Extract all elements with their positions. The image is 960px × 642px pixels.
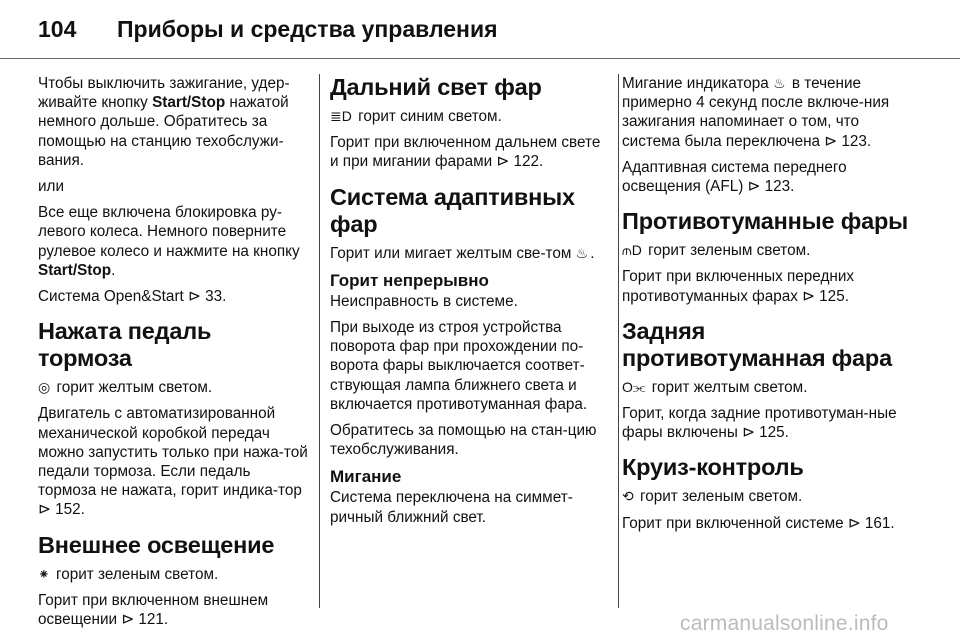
paragraph: Неисправность в системе.	[330, 292, 518, 310]
text: горит желтым светом.	[647, 378, 808, 396]
paragraph	[622, 487, 912, 506]
section-heading: Нажата педаль тормоза	[38, 318, 212, 372]
high-beam-icon: ≣D	[330, 108, 352, 124]
subsection-heading: Горит непрерывно	[330, 270, 489, 290]
text: .	[590, 244, 595, 262]
paragraph	[330, 107, 608, 126]
paragraph: Горит при включенной системе ⊳ 161.	[622, 514, 895, 532]
text: горит синим светом.	[353, 108, 502, 125]
section-heading: Дальний свет фар	[330, 74, 542, 100]
paragraph: Адаптивная система переднего освещения (AFL) ⊳ 123.	[622, 158, 847, 196]
subsection-heading: Мигание	[330, 467, 402, 487]
button-name: Start/Stop	[38, 261, 112, 279]
cruise-control-icon: ⟲	[622, 488, 634, 505]
text: Все еще включена блокировка ру-левого колеса. Немного поверните рулевое колесо и нажмите на кнопку	[38, 204, 300, 260]
brake-icon: ◎	[38, 379, 51, 396]
column-3	[622, 74, 912, 540]
paragraph	[330, 244, 608, 263]
exterior-light-icon: ⁕	[38, 565, 50, 582]
afl-icon: ♨	[773, 75, 786, 91]
page-number: 104	[38, 16, 77, 42]
paragraph: Горит при включенном внешнем освещении ⊳ 121.	[38, 591, 269, 629]
paragraph	[38, 565, 310, 584]
paragraph	[622, 241, 912, 260]
paragraph	[38, 74, 310, 170]
section-heading: Задняя противотуманная фара	[622, 317, 892, 371]
text: в течение примерно 4 секунд после включе-ния зажигания напоминает о том, что система была переключена ⊳ 123.	[622, 75, 890, 150]
column-2	[330, 74, 608, 534]
page-title: Приборы и средства управления	[117, 16, 498, 42]
front-fog-icon: ⫙D	[622, 242, 642, 259]
paragraph: Горит при включенных передних противотуманных фарах ⊳ 125.	[622, 268, 855, 305]
paragraph: Двигатель с автоматизированной механической коробкой передач можно запустить только при нажа-той педали тормоза. Если педаль тормоза не нажата, горит индика-тор ⊳ 152.	[38, 405, 308, 519]
column-divider	[319, 74, 320, 608]
paragraph: Горит, когда задние противотуман-ные фары включены ⊳ 125.	[622, 405, 897, 442]
section-heading: Система адаптивных фар	[330, 183, 575, 237]
paragraph: Обратитесь за помощью на стан-цию техобслуживания.	[330, 422, 597, 459]
paragraph	[622, 74, 912, 151]
paragraph: Горит при включенном дальнем свете и при мигании фарами ⊳ 122.	[330, 134, 601, 171]
button-name: Start/Stop	[152, 94, 226, 112]
header-divider	[0, 58, 960, 59]
text: горит зеленым светом.	[51, 565, 219, 583]
text: Мигание индикатора	[622, 75, 774, 92]
cross-reference: Система Open&Start ⊳ 33.	[38, 288, 227, 306]
text: горит зеленым светом.	[635, 488, 803, 506]
text: горит зеленым светом.	[643, 242, 811, 260]
watermark: carmanualsonline.info	[680, 612, 889, 635]
text: нажатой немного дольше. Обратитесь за помощью на станцию техобслужи-вания.	[38, 94, 289, 169]
text: горит желтым светом.	[52, 379, 213, 397]
section-heading: Внешнее освещение	[38, 531, 275, 558]
paragraph	[38, 378, 310, 397]
text: Чтобы выключить зажигание, удер-живайте кнопку	[38, 75, 290, 112]
paragraph: Система переключена на симмет-ричный ближний свет.	[330, 489, 573, 526]
section-heading: Круиз-контроль	[622, 454, 804, 481]
text: .	[111, 261, 116, 279]
paragraph: При выходе из строя устройства поворота фар при прохождении по-ворота фары выключается соответ-ствующая лампа ближнего света и включается противотуманная фара.	[330, 319, 588, 413]
paragraph	[38, 203, 310, 280]
column-divider	[618, 74, 619, 608]
rear-fog-icon: O⫘	[622, 378, 646, 395]
paragraph	[622, 378, 912, 397]
text: Горит или мигает желтым све-том	[330, 244, 576, 262]
paragraph: или	[38, 178, 65, 196]
afl-icon: ♨	[575, 244, 589, 261]
page-header	[0, 0, 960, 58]
column-1	[38, 74, 310, 636]
section-heading: Противотуманные фары	[622, 208, 908, 235]
